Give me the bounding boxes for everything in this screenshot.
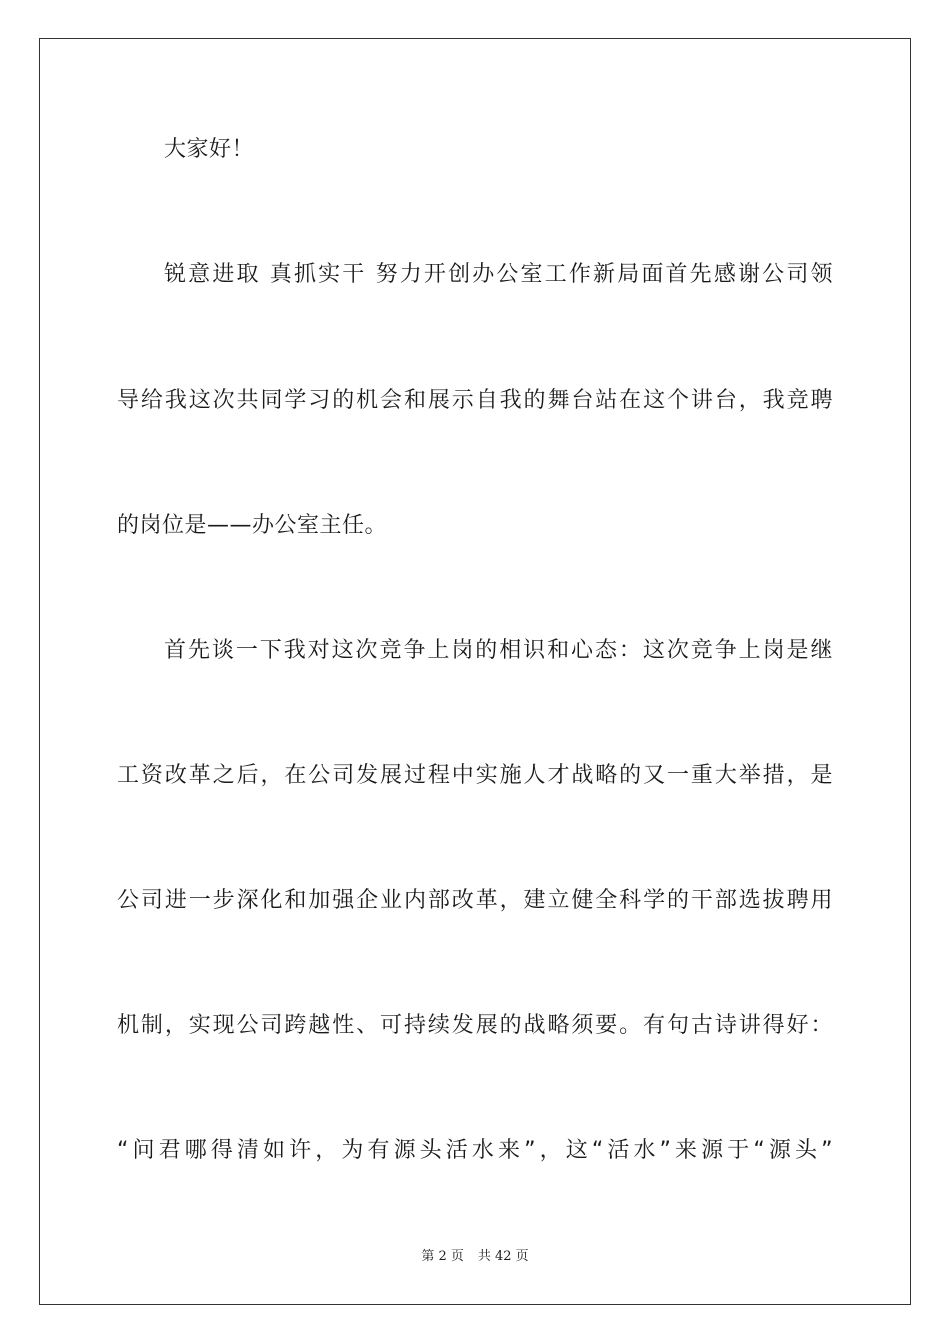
page-border (39, 38, 911, 1305)
page-footer (0, 1248, 950, 1266)
page-number: 第 2 页 (421, 1249, 464, 1264)
paragraph-line: 公司进一步深化和加强企业内部改革，建立健全科学的干部选拔聘用 (117, 888, 833, 913)
greeting-line: 大家好！ (164, 137, 255, 162)
paragraph-line: 导给我这次共同学习的机会和展示自我的舞台站在这个讲台，我竞聘 (117, 388, 833, 413)
paragraph-line: 机制，实现公司跨越性、可持续发展的战略须要。有句古诗讲得好： (117, 1013, 833, 1038)
paragraph-line: 锐意进取 真抓实干 努力开创办公室工作新局面首先感谢公司领 (164, 262, 833, 287)
paragraph-line: “问君哪得清如许，为有源头活水来”，这“活水”来源于“源头” (117, 1138, 833, 1163)
total-pages: 共 42 页 (477, 1249, 529, 1264)
paragraph-line: 首先谈一下我对这次竞争上岗的相识和心态：这次竞争上岗是继 (164, 638, 833, 663)
paragraph-line: 工资改革之后，在公司发展过程中实施人才战略的又一重大举措，是 (117, 763, 833, 788)
paragraph-line: 的岗位是——办公室主任。 (117, 513, 388, 538)
